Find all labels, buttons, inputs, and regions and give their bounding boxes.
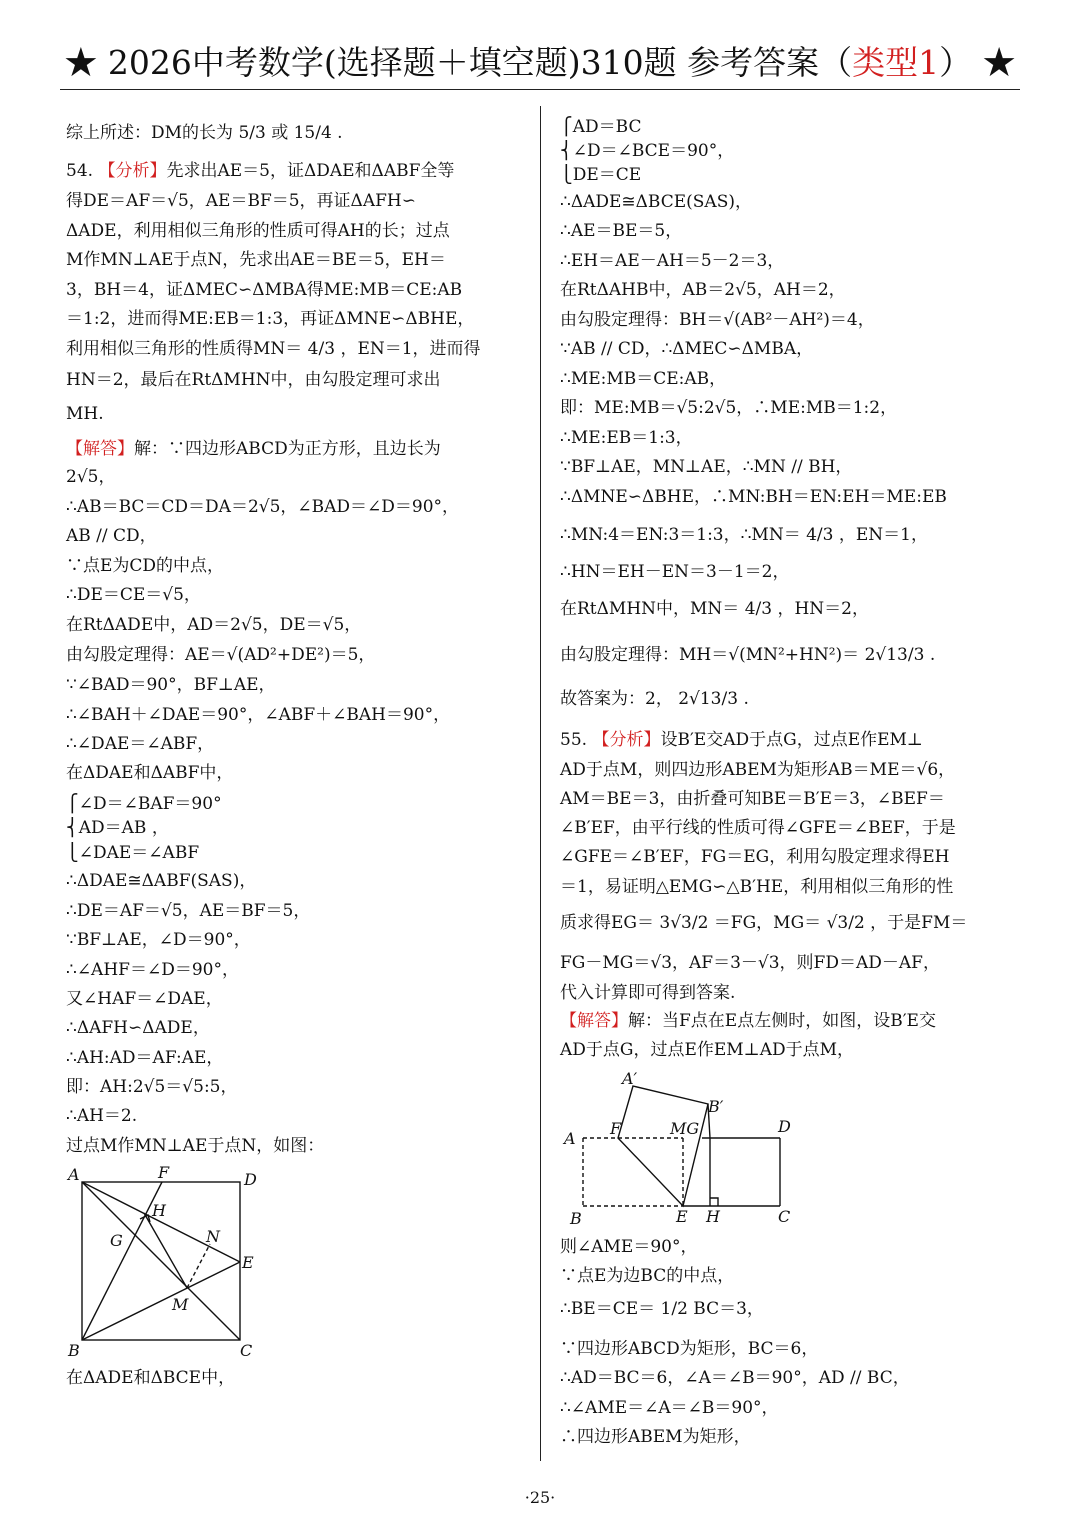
text-line: ∴AH:AD＝AF:AE， bbox=[66, 1048, 224, 1068]
segment-be bbox=[82, 1262, 240, 1340]
text-line: 过点M作MN⊥AE于点N，如图： bbox=[66, 1136, 325, 1156]
page-number: ·25· bbox=[524, 1488, 556, 1507]
label-e: E bbox=[242, 1253, 254, 1272]
text-line: ⎩∠DAE＝∠ABF bbox=[66, 843, 200, 863]
segment-mn bbox=[187, 1244, 210, 1288]
text-line: 即：AH:2√5＝√5:5， bbox=[66, 1077, 238, 1097]
text-line: 得DE＝AF＝√5，AE＝BF＝5，再证ΔAFH∽ bbox=[66, 191, 416, 211]
figure-rectangle-fold bbox=[558, 1066, 808, 1231]
section-tag: 【分析】 bbox=[592, 730, 661, 750]
text-line: 在RtΔMHN中，MN＝ 4/3 ，HN＝2， bbox=[560, 599, 869, 619]
text-line: ∴HN＝EH－EN＝3－1＝2， bbox=[560, 562, 790, 582]
text-line: ∴ME:MB＝CE:AB， bbox=[560, 369, 727, 389]
column-divider bbox=[540, 106, 541, 1461]
text-line: ΔADE，利用相似三角形的性质可得AH的长；过点 bbox=[66, 221, 450, 241]
text-line: ⎧∠D＝∠BAF＝90° bbox=[66, 794, 222, 814]
text-line: 则∠AME＝90°， bbox=[560, 1237, 698, 1257]
segment-bf bbox=[82, 1182, 162, 1340]
label-m: M bbox=[172, 1295, 189, 1314]
figure-square-abcd bbox=[62, 1160, 272, 1360]
section-tag: 【分析】 bbox=[98, 161, 167, 181]
text-line: ∴DE＝CE＝√5， bbox=[66, 585, 201, 605]
section-tag: 【解答】 bbox=[560, 1011, 628, 1031]
section-tag: 【解答】 bbox=[66, 439, 134, 459]
text-line: ∴AB＝BC＝CD＝DA＝2√5，∠BAD＝∠D＝90°， bbox=[66, 497, 460, 517]
text-line: ∵点E为CD的中点， bbox=[66, 556, 225, 576]
text-line: HN＝2，最后在RtΔMHN中，由勾股定理可求出 bbox=[66, 370, 441, 390]
label-n: N bbox=[206, 1227, 220, 1246]
label-f: F bbox=[610, 1119, 622, 1138]
text-line: ∠GFE＝∠B′EF，FG＝EG，利用勾股定理求得EH bbox=[560, 847, 950, 867]
text-line: AM＝BE＝3，由折叠可知BE＝B′E＝3，∠BEF＝ bbox=[560, 789, 945, 809]
text-line: ∴ΔDAE≅ΔABF(SAS)， bbox=[66, 871, 257, 891]
header-close: ） bbox=[939, 43, 973, 82]
label-f: F bbox=[158, 1163, 170, 1182]
text-line: 在ΔDAE和ΔABF中， bbox=[66, 763, 234, 783]
text-line: ∴∠DAE＝∠ABF， bbox=[66, 734, 215, 754]
text-line: MH. bbox=[66, 404, 104, 424]
text-line: ∴ΔAFH∽ΔADE， bbox=[66, 1018, 210, 1038]
text-line: 综上所述：DM的长为 5/3 或 15/4 . bbox=[66, 123, 343, 143]
label-d: D bbox=[244, 1170, 257, 1189]
text-line: ＝1:2，进而得ME:EB＝1:3，再证ΔMNE∽ΔBHE， bbox=[66, 309, 475, 329]
text-line: 即：ME:MB＝√5:2√5，∴ME:MB＝1:2， bbox=[560, 398, 898, 418]
label-d: D bbox=[778, 1117, 791, 1136]
page-header bbox=[60, 38, 1020, 88]
star-icon: ★ bbox=[64, 43, 98, 82]
text-line: ⎨∠D＝∠BCE＝90°， bbox=[560, 141, 735, 161]
text-line: ∴AD＝BC＝6，∠A＝∠B＝90°，AD // BC， bbox=[560, 1368, 910, 1388]
text-line: 在RtΔADE中，AD＝2√5，DE＝√5， bbox=[66, 615, 362, 635]
text-line: ∵BF⊥AE，∠D＝90°， bbox=[66, 930, 251, 950]
label-b: B bbox=[570, 1209, 582, 1228]
text-line: ∴∠AME＝∠A＝∠B＝90°， bbox=[560, 1398, 779, 1418]
label-b-prime: B′ bbox=[708, 1097, 724, 1116]
text-line: ∴ΔMNE∽ΔBHE，∴MN:BH＝EN:EH＝ME:EB bbox=[560, 487, 947, 507]
text-line: 【解答】解：当F点在E点左侧时，如图，设B′E交 bbox=[560, 1011, 936, 1031]
text-line: ⎧AD＝BC bbox=[560, 117, 642, 137]
text-line: 54. 【分析】先求出AE＝5，证ΔDAE和ΔABF全等 bbox=[66, 161, 455, 181]
text-line: AD于点M，则四边形ABEM为矩形AB＝ME＝√6， bbox=[560, 760, 956, 780]
text-line: ∵BF⊥AE，MN⊥AE，∴MN // BH， bbox=[560, 457, 853, 477]
text-line: 55. 【分析】设B′E交AD于点G，过点E作EM⊥ bbox=[560, 730, 923, 750]
text-line: ∴DE＝AF＝√5，AE＝BF＝5， bbox=[66, 901, 311, 921]
text-line: 由勾股定理得：BH＝√(AB²－AH²)＝4， bbox=[560, 310, 875, 330]
text-line: ∴AH＝2. bbox=[66, 1106, 138, 1126]
label-c: C bbox=[778, 1207, 791, 1226]
text-line: FG－MG＝√3，AF＝3－√3，则FD＝AD－AF， bbox=[560, 953, 940, 973]
text-line: ∠B′EF，由平行线的性质可得∠GFE＝∠BEF，于是 bbox=[560, 818, 956, 838]
text-line: AB // CD， bbox=[66, 526, 157, 546]
text-line: ∴ME:EB＝1:3， bbox=[560, 428, 693, 448]
text-line: ∴EH＝AE－AH＝5－2＝3， bbox=[560, 251, 785, 271]
folded-quad bbox=[618, 1086, 708, 1206]
label-e: E bbox=[676, 1207, 688, 1226]
text-line: 2√5， bbox=[66, 467, 116, 487]
text-line: ＝1，易证明△EMG∽△B′HE，利用相似三角形的性 bbox=[560, 877, 954, 897]
label-h: H bbox=[152, 1201, 166, 1220]
text-line: 利用相似三角形的性质得MN＝ 4/3 ，EN＝1，进而得 bbox=[66, 339, 481, 359]
header-rule bbox=[60, 89, 1020, 90]
text-line: 又∠HAF＝∠DAE， bbox=[66, 989, 223, 1009]
text-line: 由勾股定理得：MH＝√(MN²+HN²)＝ 2√13/3 . bbox=[560, 645, 936, 665]
header-title: 2026中考数学(选择题＋填空题)310题 参考答案（ bbox=[107, 43, 853, 82]
text-line: ∴BE＝CE＝ 1/2 BC＝3， bbox=[560, 1299, 764, 1319]
star-icon: ★ bbox=[982, 43, 1016, 82]
text-line: ∴∠BAH＋∠DAE＝90°，∠ABF＋∠BAH＝90°， bbox=[66, 705, 451, 725]
text-line: 在RtΔAHB中，AB＝2√5，AH＝2， bbox=[560, 280, 846, 300]
label-a-prime: A′ bbox=[622, 1069, 638, 1088]
text-line: ⎨AD＝AB ， bbox=[66, 818, 169, 838]
text-line: 【解答】解：∵四边形ABCD为正方形，且边长为 bbox=[66, 439, 441, 459]
text-line: ∵点E为边BC的中点， bbox=[560, 1266, 735, 1286]
text-line: ∵四边形ABCD为矩形，BC＝6， bbox=[560, 1339, 819, 1359]
text-line: AD于点G，过点E作EM⊥AD于点M， bbox=[560, 1040, 855, 1060]
label-h: H bbox=[706, 1207, 720, 1226]
label-a: A bbox=[564, 1129, 576, 1148]
text-line: ∴ΔADE≅ΔBCE(SAS)， bbox=[560, 192, 752, 212]
label-mg: MG bbox=[670, 1119, 700, 1138]
label-g: G bbox=[110, 1231, 123, 1250]
label-a: A bbox=[68, 1165, 80, 1184]
label-b: B bbox=[68, 1341, 80, 1360]
text-line: 3，BH＝4，证ΔMEC∽ΔMBA得ME:MB＝CE:AB bbox=[66, 280, 463, 300]
text-line: 质求得EG＝ 3√3/2 ＝FG，MG＝ √3/2 ，于是FM＝ bbox=[560, 913, 968, 933]
text-line: ∴MN:4＝EN:3＝1:3，∴MN＝ 4/3 ，EN＝1， bbox=[560, 525, 928, 545]
label-c: C bbox=[240, 1341, 253, 1360]
text-line: 代入计算即可得到答案. bbox=[560, 983, 736, 1003]
text-line: ⎩DE＝CE bbox=[560, 165, 642, 185]
text-line: ∵AB // CD，∴ΔMEC∽ΔMBA， bbox=[560, 339, 814, 359]
text-line: 由勾股定理得：AE＝√(AD²+DE²)＝5， bbox=[66, 645, 376, 665]
text-line: ∴∠AHF＝∠D＝90°， bbox=[66, 960, 239, 980]
text-line: ∵∠BAD＝90°，BF⊥AE， bbox=[66, 675, 276, 695]
text-line: ∴AE＝BE＝5， bbox=[560, 221, 683, 241]
segment-ae bbox=[82, 1182, 240, 1262]
text-line: 在ΔADE和ΔBCE中， bbox=[66, 1368, 236, 1388]
text-line: M作MN⊥AE于点N，先求出AE＝BE＝5，EH＝ bbox=[66, 250, 446, 270]
text-line: ∴四边形ABEM为矩形， bbox=[560, 1427, 751, 1447]
header-type: 类型1 bbox=[852, 43, 940, 82]
text-line: 故答案为：2， 2√13/3 . bbox=[560, 689, 749, 709]
